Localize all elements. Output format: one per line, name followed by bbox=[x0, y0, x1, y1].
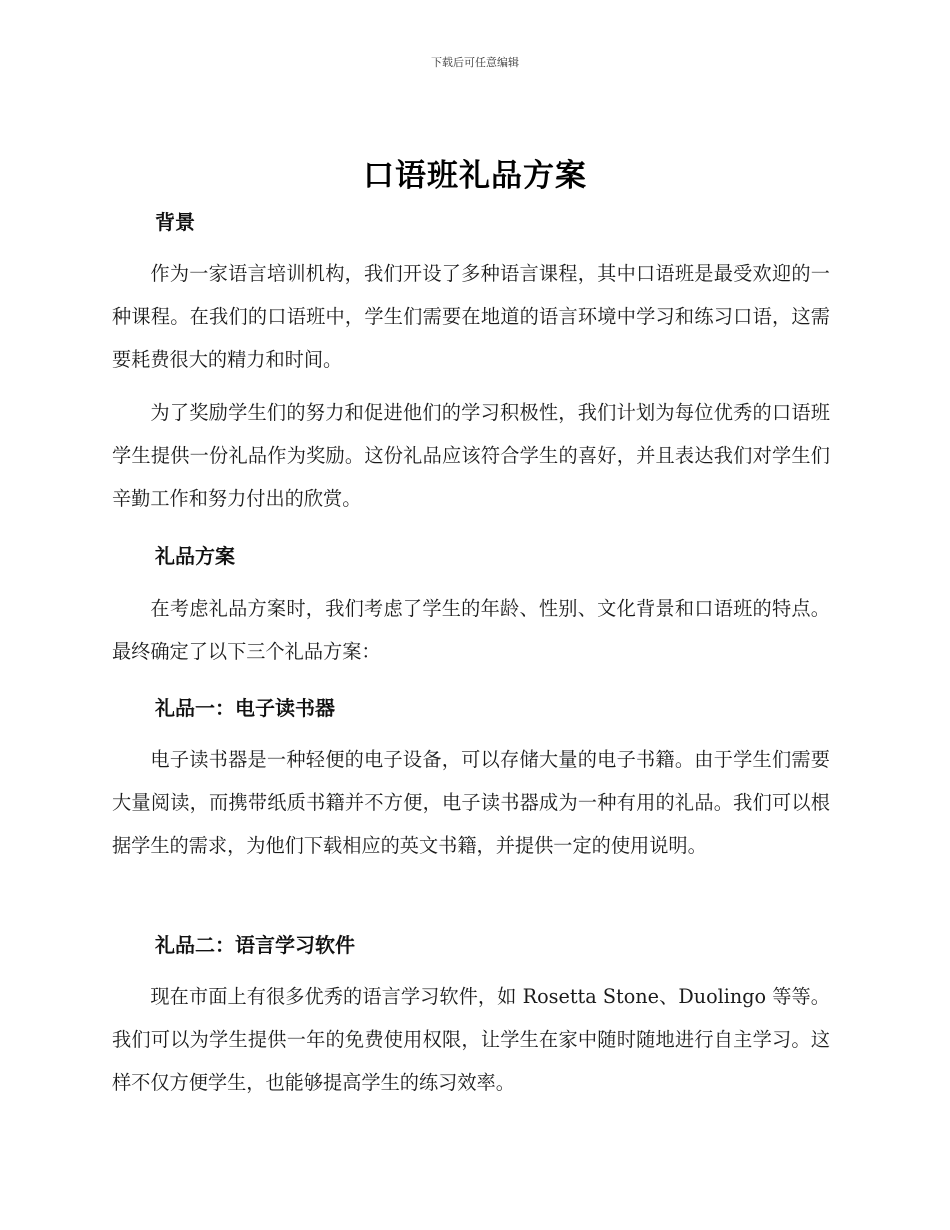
document-title: 口语班礼品方案 bbox=[363, 158, 587, 194]
header-note: 下载后可任意编辑 bbox=[431, 56, 519, 69]
paragraph-background-2: 为了奖励学生们的努力和促进他们的学习积极性，我们计划为每位优秀的口语班学生提供一份礼品作为奖励。这份礼品应该符合学生的喜好，并且表达我们对学生们辛勤工作和努力付出的欣赏。 bbox=[112, 401, 830, 510]
section-heading-gift-two: 礼品二：语言学习软件 bbox=[155, 933, 355, 957]
paragraph-background-1: 作为一家语言培训机构，我们开设了多种语言课程，其中口语班是最受欢迎的一种课程。在我们的口语班中，学生们需要在地道的语言环境中学习和练习口语，这需要耗费很大的精力和时间。 bbox=[112, 262, 830, 371]
paragraph-gift-plan: 在考虑礼品方案时，我们考虑了学生的年龄、性别、文化背景和口语班的特点。最终确定了以下三个礼品方案： bbox=[112, 597, 830, 663]
paragraph-gift-one: 电子读书器是一种轻便的电子设备，可以存储大量的电子书籍。由于学生们需要大量阅读，而携带纸质书籍并不方便，电子读书器成为一种有用的礼品。我们可以根据学生的需求，为他们下载相应的英文书籍，并提供一定的使用说明。 bbox=[112, 748, 830, 857]
section-heading-gift-one: 礼品一：电子读书器 bbox=[155, 696, 335, 720]
section-heading-gift-plan: 礼品方案 bbox=[155, 544, 235, 568]
paragraph-gift-two: 现在市面上有很多优秀的语言学习软件，如 Rosetta Stone、Duolingo 等等。我们可以为学生提供一年的免费使用权限，让学生在家中随时随地进行自主学习。这样不仅方便学生，也能够提高学生的练习效率。 bbox=[112, 985, 830, 1094]
section-heading-background: 背景 bbox=[155, 210, 195, 234]
